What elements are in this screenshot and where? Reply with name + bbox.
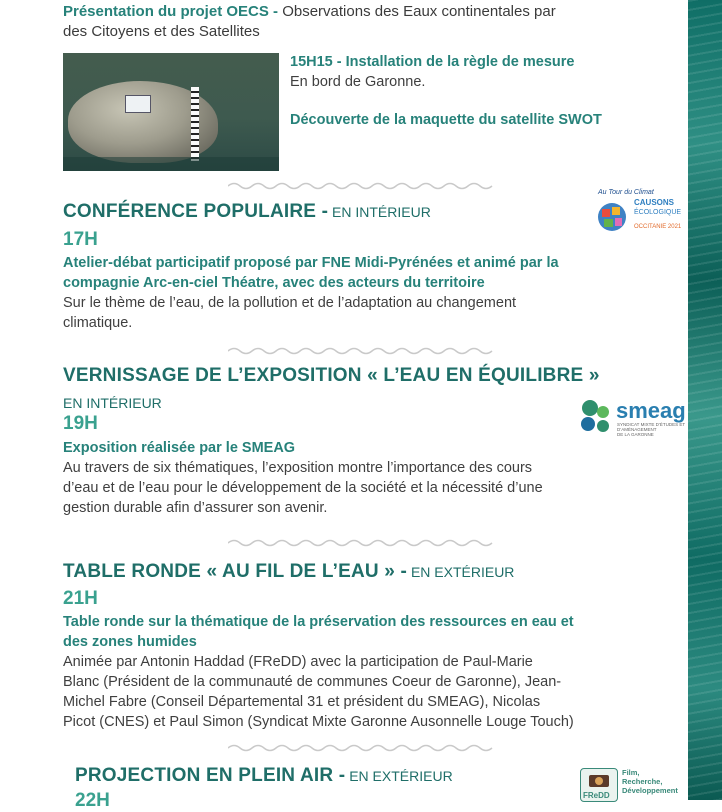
table-ronde-heading (63, 561, 683, 583)
smeag-name: smeag (616, 398, 686, 423)
fredd-badge (580, 768, 618, 802)
conference-body-1: Sur le thème de l’eau, de la pollution et de l’adaptation au changement (63, 295, 517, 311)
logo-date: OCCITANIE 2021 (634, 224, 682, 230)
table-ronde-body-2: Blanc (Président de la communauté de communes Coeur de Garonne), Jean- (63, 674, 562, 690)
fredd-line-3: Développement (622, 786, 678, 795)
projection-heading (75, 765, 575, 787)
vernissage-text (63, 438, 661, 518)
table-ronde-body-4: Picot (CNES) et Paul Simon (Syndicat Mixte Garonne Ausonnelle Louge Touch) (63, 714, 574, 730)
logo-top-text: Au Tour du Climat (598, 189, 654, 196)
vernissage-tag: EN INTÉRIEUR (63, 395, 162, 411)
sign-plate (125, 95, 151, 113)
oecs-details (290, 52, 670, 130)
smeag-logo (576, 396, 691, 436)
table-ronde-tag: EN EXTÉRIEUR (407, 564, 515, 580)
smeag-drops-icon (576, 398, 614, 434)
conference-lead-2: compagnie Arc-en-ciel Théatre, avec des acteurs du territoire (63, 275, 485, 291)
oecs-time-line: 15H15 - Installation de la règle de mesure (290, 54, 575, 70)
table-ronde-body-3: Michel Fabre (Conseil Départemental 31 et président du SMEAG), Nicolas (63, 694, 541, 710)
conference-time: 17H (63, 229, 98, 250)
projection-title: PROJECTION EN PLEIN AIR - (75, 765, 346, 786)
vernissage-body-2: d’eau et de l’eau pour le développement de la société et la nécessité d’une (63, 480, 543, 496)
smeag-sub-1: SYNDICAT MIXTE (617, 422, 655, 427)
wave-divider (228, 743, 496, 753)
vernissage-time: 19H (63, 413, 98, 434)
table-ronde-lead-2: des zones humides (63, 634, 197, 650)
vernissage-title: VERNISSAGE DE L’EXPOSITION « L’EAU EN ÉQUILIBRE » (63, 365, 600, 386)
conference-title: CONFÉRENCE POPULAIRE - (63, 201, 329, 222)
oecs-title-rest: Observations des Eaux continentales par (278, 3, 556, 20)
oecs-discover: Découverte de la maquette du satellite SWOT (290, 112, 602, 128)
conference-tag: EN INTÉRIEUR (328, 204, 431, 220)
au-tour-du-climat-logo (590, 189, 690, 242)
fredd-abbr: FReDD (583, 791, 610, 800)
projection-time: 22H (75, 790, 110, 811)
wave-divider (228, 346, 496, 356)
water-reflection (63, 157, 279, 171)
logo-causons: CAUSONS (634, 198, 675, 207)
fredd-text (622, 768, 678, 795)
camera-icon (581, 769, 617, 791)
vernissage-body-1: Au travers de six thématiques, l’exposition montre l’importance des cours (63, 460, 533, 476)
vernissage-body-3: gestion durable afin d’assurer son avenir. (63, 500, 328, 516)
oecs-heading (63, 2, 663, 42)
conference-heading (63, 201, 603, 223)
oecs-title-bold: Présentation du projet OECS - (63, 3, 279, 20)
wave-divider (228, 538, 496, 548)
conference-text (63, 253, 661, 333)
conference-body-2: climatique. (63, 315, 133, 331)
table-ronde-text (63, 612, 661, 732)
smeag-sub-3: DE LA GARONNE (617, 432, 654, 437)
wave-divider (228, 181, 496, 191)
vernissage-lead: Exposition réalisée par le SMEAG (63, 440, 296, 456)
garonne-rock-photo (63, 53, 279, 171)
smeag-sub-2: D’ÉTUDES ET D’AMÉNAGEMENT (617, 422, 686, 432)
water-background-strip (688, 0, 722, 800)
logo-ecologique: ÉCOLOGIQUE (634, 209, 682, 216)
fredd-logo (580, 766, 680, 800)
oecs-title-line2: des Citoyens et des Satellites (63, 23, 260, 40)
fredd-line-1: Film, (622, 768, 640, 777)
table-ronde-lead-1: Table ronde sur la thématique de la préservation des ressources en eau et (63, 614, 574, 630)
fredd-line-2: Recherche, (622, 777, 663, 786)
oecs-location: En bord de Garonne. (290, 74, 426, 90)
table-ronde-body-1: Animée par Antonin Haddad (FReDD) avec la participation de Paul-Marie (63, 654, 533, 670)
smeag-subtitle (617, 422, 691, 437)
conference-lead-1: Atelier-débat participatif proposé par FNE Midi-Pyrénées et animé par la (63, 255, 559, 271)
table-ronde-title: TABLE RONDE « AU FIL DE L’EAU » - (63, 561, 408, 582)
table-ronde-time: 21H (63, 588, 98, 609)
projection-tag: EN EXTÉRIEUR (345, 768, 453, 784)
measuring-ruler (191, 87, 199, 161)
